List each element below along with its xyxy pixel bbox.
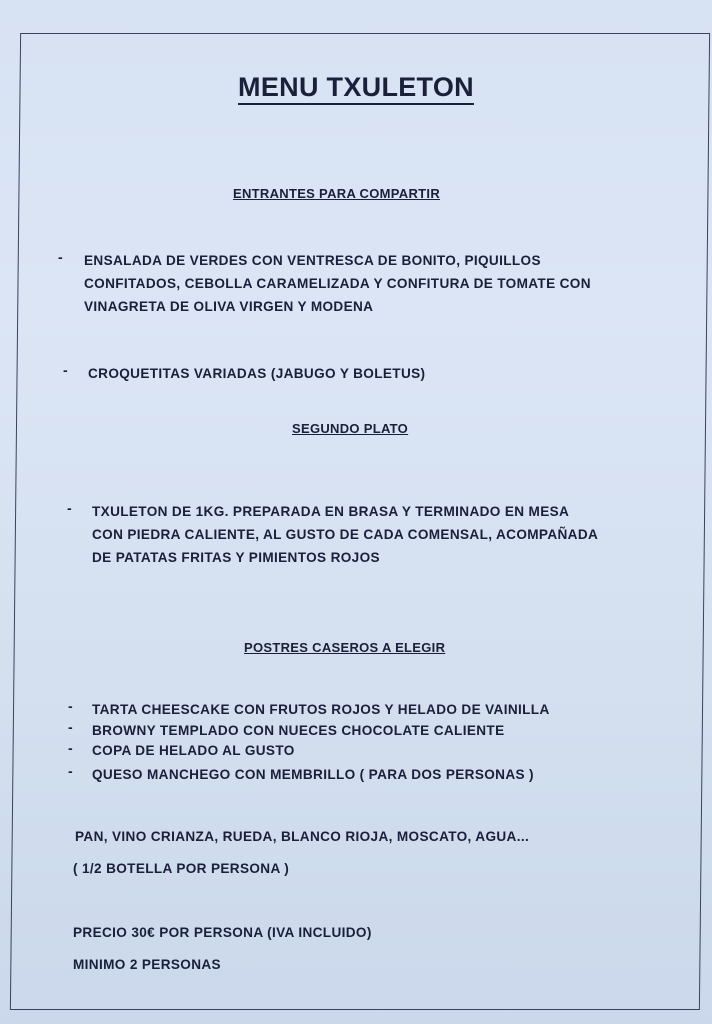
item-line: CON PIEDRA CALIENTE, AL GUSTO DE CADA COMENSAL, ACOMPAÑADA — [92, 527, 599, 542]
dessert-item-browny: BROWNY TEMPLADO CON NUECES CHOCOLATE CALIENTE — [92, 723, 505, 738]
section-heading-entrantes: ENTRANTES PARA COMPARTIR — [233, 186, 441, 201]
bullet-dash: - — [67, 500, 72, 516]
menu-item-ensalada — [84, 249, 591, 318]
menu-title — [0, 72, 712, 103]
dessert-item-queso: QUESO MANCHEGO CON MEMBRILLO ( PARA DOS PERSONAS ) — [92, 767, 534, 782]
menu-title-text: MENU TXULETON — [238, 72, 474, 105]
minimum-line: MINIMO 2 PERSONAS — [73, 957, 221, 972]
item-line: TXULETON DE 1KG. PREPARADA EN BRASA Y TERMINADO EN MESA — [92, 504, 570, 519]
item-line: DE PATATAS FRITAS Y PIMIENTOS ROJOS — [92, 550, 380, 565]
dessert-item-copa-helado: COPA DE HELADO AL GUSTO — [92, 743, 295, 758]
price-line: PRECIO 30€ POR PERSONA (IVA INCLUIDO) — [73, 925, 372, 940]
drinks-line: PAN, VINO CRIANZA, RUEDA, BLANCO RIOJA, MOSCATO, AGUA... — [75, 829, 530, 844]
bullet-dash: - — [68, 740, 73, 756]
menu-item-txuleton — [92, 500, 598, 569]
item-line: CONFITADOS, CEBOLLA CARAMELIZADA Y CONFITURA DE TOMATE CON — [84, 276, 591, 291]
bullet-dash: - — [63, 362, 68, 378]
menu-item-croquetitas: CROQUETITAS VARIADAS (JABUGO Y BOLETUS) — [88, 366, 426, 381]
bullet-dash: - — [58, 249, 63, 265]
bullet-dash: - — [68, 763, 73, 779]
section-heading-segundo: SEGUNDO PLATO — [292, 421, 409, 436]
bullet-dash: - — [68, 719, 73, 735]
dessert-item-cheesecake: TARTA CHEESCAKE CON FRUTOS ROJOS Y HELADO DE VAINILLA — [92, 702, 550, 717]
bullet-dash: - — [68, 698, 73, 714]
item-line: VINAGRETA DE OLIVA VIRGEN Y MODENA — [84, 299, 374, 314]
section-heading-postres: POSTRES CASEROS A ELEGIR — [244, 640, 446, 655]
item-line: ENSALADA DE VERDES CON VENTRESCA DE BONITO, PIQUILLOS — [84, 253, 541, 268]
drinks-note: ( 1/2 BOTELLA POR PERSONA ) — [73, 861, 290, 876]
